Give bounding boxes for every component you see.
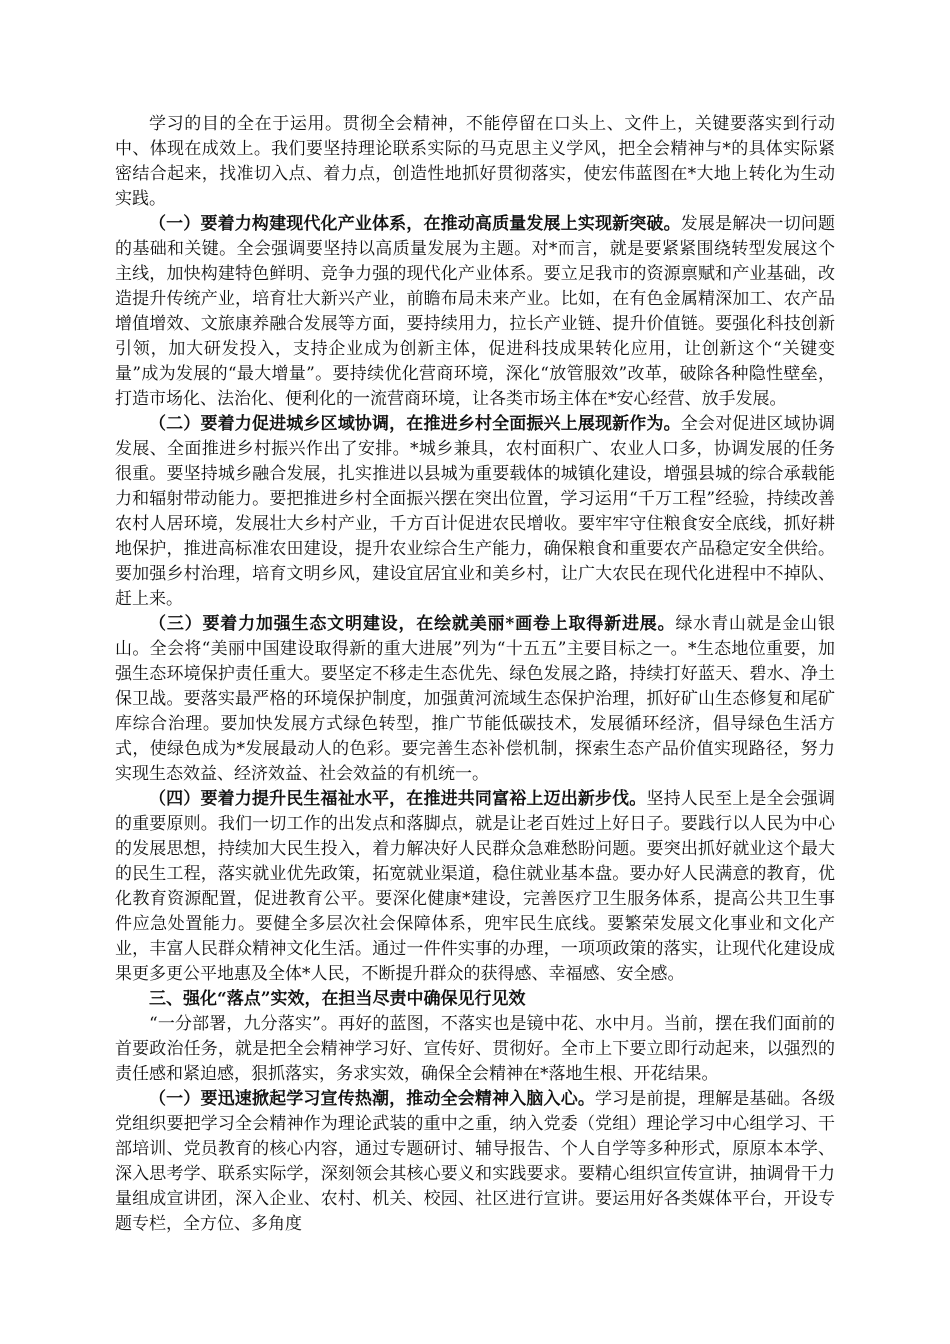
paragraph-livelihood (115, 787, 835, 987)
document-page (115, 112, 835, 1237)
paragraph-body-industry: 发展是解决一切问题的基础和关键。全会强调要坚持以高质量发展为主题。对*而言，就是要紧紧围绕转型发展这个主线，加快构建特色鲜明、竞争力强的现代化产业体系。要立足我市的资源禀赋和产业基础，改造提升传统产业，培育壮大新兴产业，前瞻布局未来产业。比如，在有色金属精深加工、农产品增值增效、文旅康养融合发展等方面，要持续用力，拉长产业链、提升价值链。要强化科技创新引领，加大研发投入，支持企业成为创新主体，促进科技成果转化应用，让创新这个“关键变量”成为发展的“最大增量”。要持续优化营商环境，深化“放管服效”改革，破除各种隐性壁垒，打造市场化、法治化、便利化的一流营商环境，让各类市场主体在*安心经营、放手发展。 (115, 214, 836, 409)
paragraph-study (115, 1087, 835, 1237)
paragraph-intro: 学习的目的全在于运用。贯彻全会精神，不能停留在口头上、文件上，关键要落实到行动中、体现在成效上。我们要坚持理论联系实际的马克思主义学风，把全会精神与*的具体实际紧密结合起来，找准切入点、着力点，创造性地抓好贯彻落实，使宏伟蓝图在*大地上转化为生动实践。 (115, 114, 835, 209)
section-heading-3: 三、强化“落点”实效，在担当尽责中确保见行见效 (149, 989, 526, 1009)
paragraph-heading-livelihood: （四）要着力提升民生福祉水平，在推进共同富裕上迈出新步伐。 (149, 789, 647, 809)
paragraph-body-study: 学习是前提，理解是基础。各级党组织要把学习全会精神作为理论武装的重中之重，纳入党委（党组）理论学习中心组学习、干部培训、党员教育的核心内容，通过专题研讨、辅导报告、个人自学等多种形式，原原本本学、深入思考学、联系实际学，深刻领会其核心要义和实践要求。要精心组织宣传宣讲，抽调骨干力量组成宣讲团，深入企业、农村、机关、校园、社区进行宣讲。要运用好各类媒体平台，开设专题专栏，全方位、多角度 (115, 1089, 835, 1234)
paragraph-heading-study: （一）要迅速掀起学习宣传热潮，推动全会精神入脑入心。 (149, 1089, 595, 1109)
paragraph-body-ecology: 绿水青山就是金山银山。全会将“美丽中国建设取得新的重大进展”列为“十五五”主要目标之一。*生态地位重要，加强生态环境保护责任重大。要坚定不移走生态优先、绿色发展之路，持续打好蓝天、碧水、净土保卫战。要落实最严格的环境保护制度，加强黄河流域生态保护治理，抓好矿山生态修复和尾矿库综合治理。要加快发展方式绿色转型，推广节能低碳技术，发展循环经济，倡导绿色生活方式，使绿色成为*发展最动人的色彩。要完善生态补偿机制，探索生态产品价值实现路径，努力实现生态效益、经济效益、社会效益的有机统一。 (115, 614, 836, 784)
paragraph-implementation: “一分部署，九分落实”。再好的蓝图，不落实也是镜中花、水中月。当前，摆在我们面前的首要政治任务，就是把全会精神学习好、宣传好、贯彻好。全市上下要立即行动起来，以强烈的责任感和紧迫感，狠抓落实，务求实效，确保全会精神在*落地生根、开花结果。 (115, 1014, 835, 1084)
paragraph-body-livelihood: 坚持人民至上是全会强调的重要原则。我们一切工作的出发点和落脚点，就是让老百姓过上好日子。要践行以人民为中心的发展思想，持续加大民生投入，着力解决好人民群众急难愁盼问题。要突出抓好就业这个最大的民生工程，落实就业优先政策，拓宽就业渠道，稳住就业基本盘。要办好人民满意的教育，优化教育资源配置，促进教育公平。要深化健康*建设，完善医疗卫生服务体系，提高公共卫生事件应急处置能力。要健全多层次社会保障体系，兜牢民生底线。要繁荣发展文化事业和文化产业，丰富人民群众精神文化生活。通过一件件实事的办理，一项项政策的落实，让现代化建设成果更多更公平地惠及全体*人民，不断提升群众的获得感、幸福感、安全感。 (115, 789, 836, 984)
paragraph-ecology (115, 612, 835, 787)
paragraph-rural (115, 412, 835, 612)
paragraph-body-rural: 全会对促进区域协调发展、全面推进乡村振兴作出了安排。*城乡兼具，农村面积广、农业人口多，协调发展的任务很重。要坚持城乡融合发展，扎实推进以县城为重要载体的城镇化建设，增强县城的综合承载能力和辐射带动能力。要把推进乡村全面振兴摆在突出位置，学习运用“千万工程”经验，持续改善农村人居环境，发展壮大乡村产业，千方百计促进农民增收。要牢牢守住粮食安全底线，抓好耕地保护，推进高标准农田建设，提升农业综合生产能力，确保粮食和重要农产品稳定安全供给。要加强乡村治理，培育文明乡风，建设宜居宜业和美乡村，让广大农民在现代化进程中不掉队、赶上来。 (115, 414, 836, 609)
paragraph-heading-industry: （一）要着力构建现代化产业体系，在推动高质量发展上实现新突破。 (149, 214, 681, 234)
paragraph-heading-rural: （二）要着力促进城乡区域协调，在推进乡村全面振兴上展现新作为。 (149, 414, 681, 434)
paragraph-heading-ecology: （三）要着力加强生态文明建设，在绘就美丽*画卷上取得新进展。 (149, 614, 676, 634)
paragraph-industry (115, 212, 835, 412)
